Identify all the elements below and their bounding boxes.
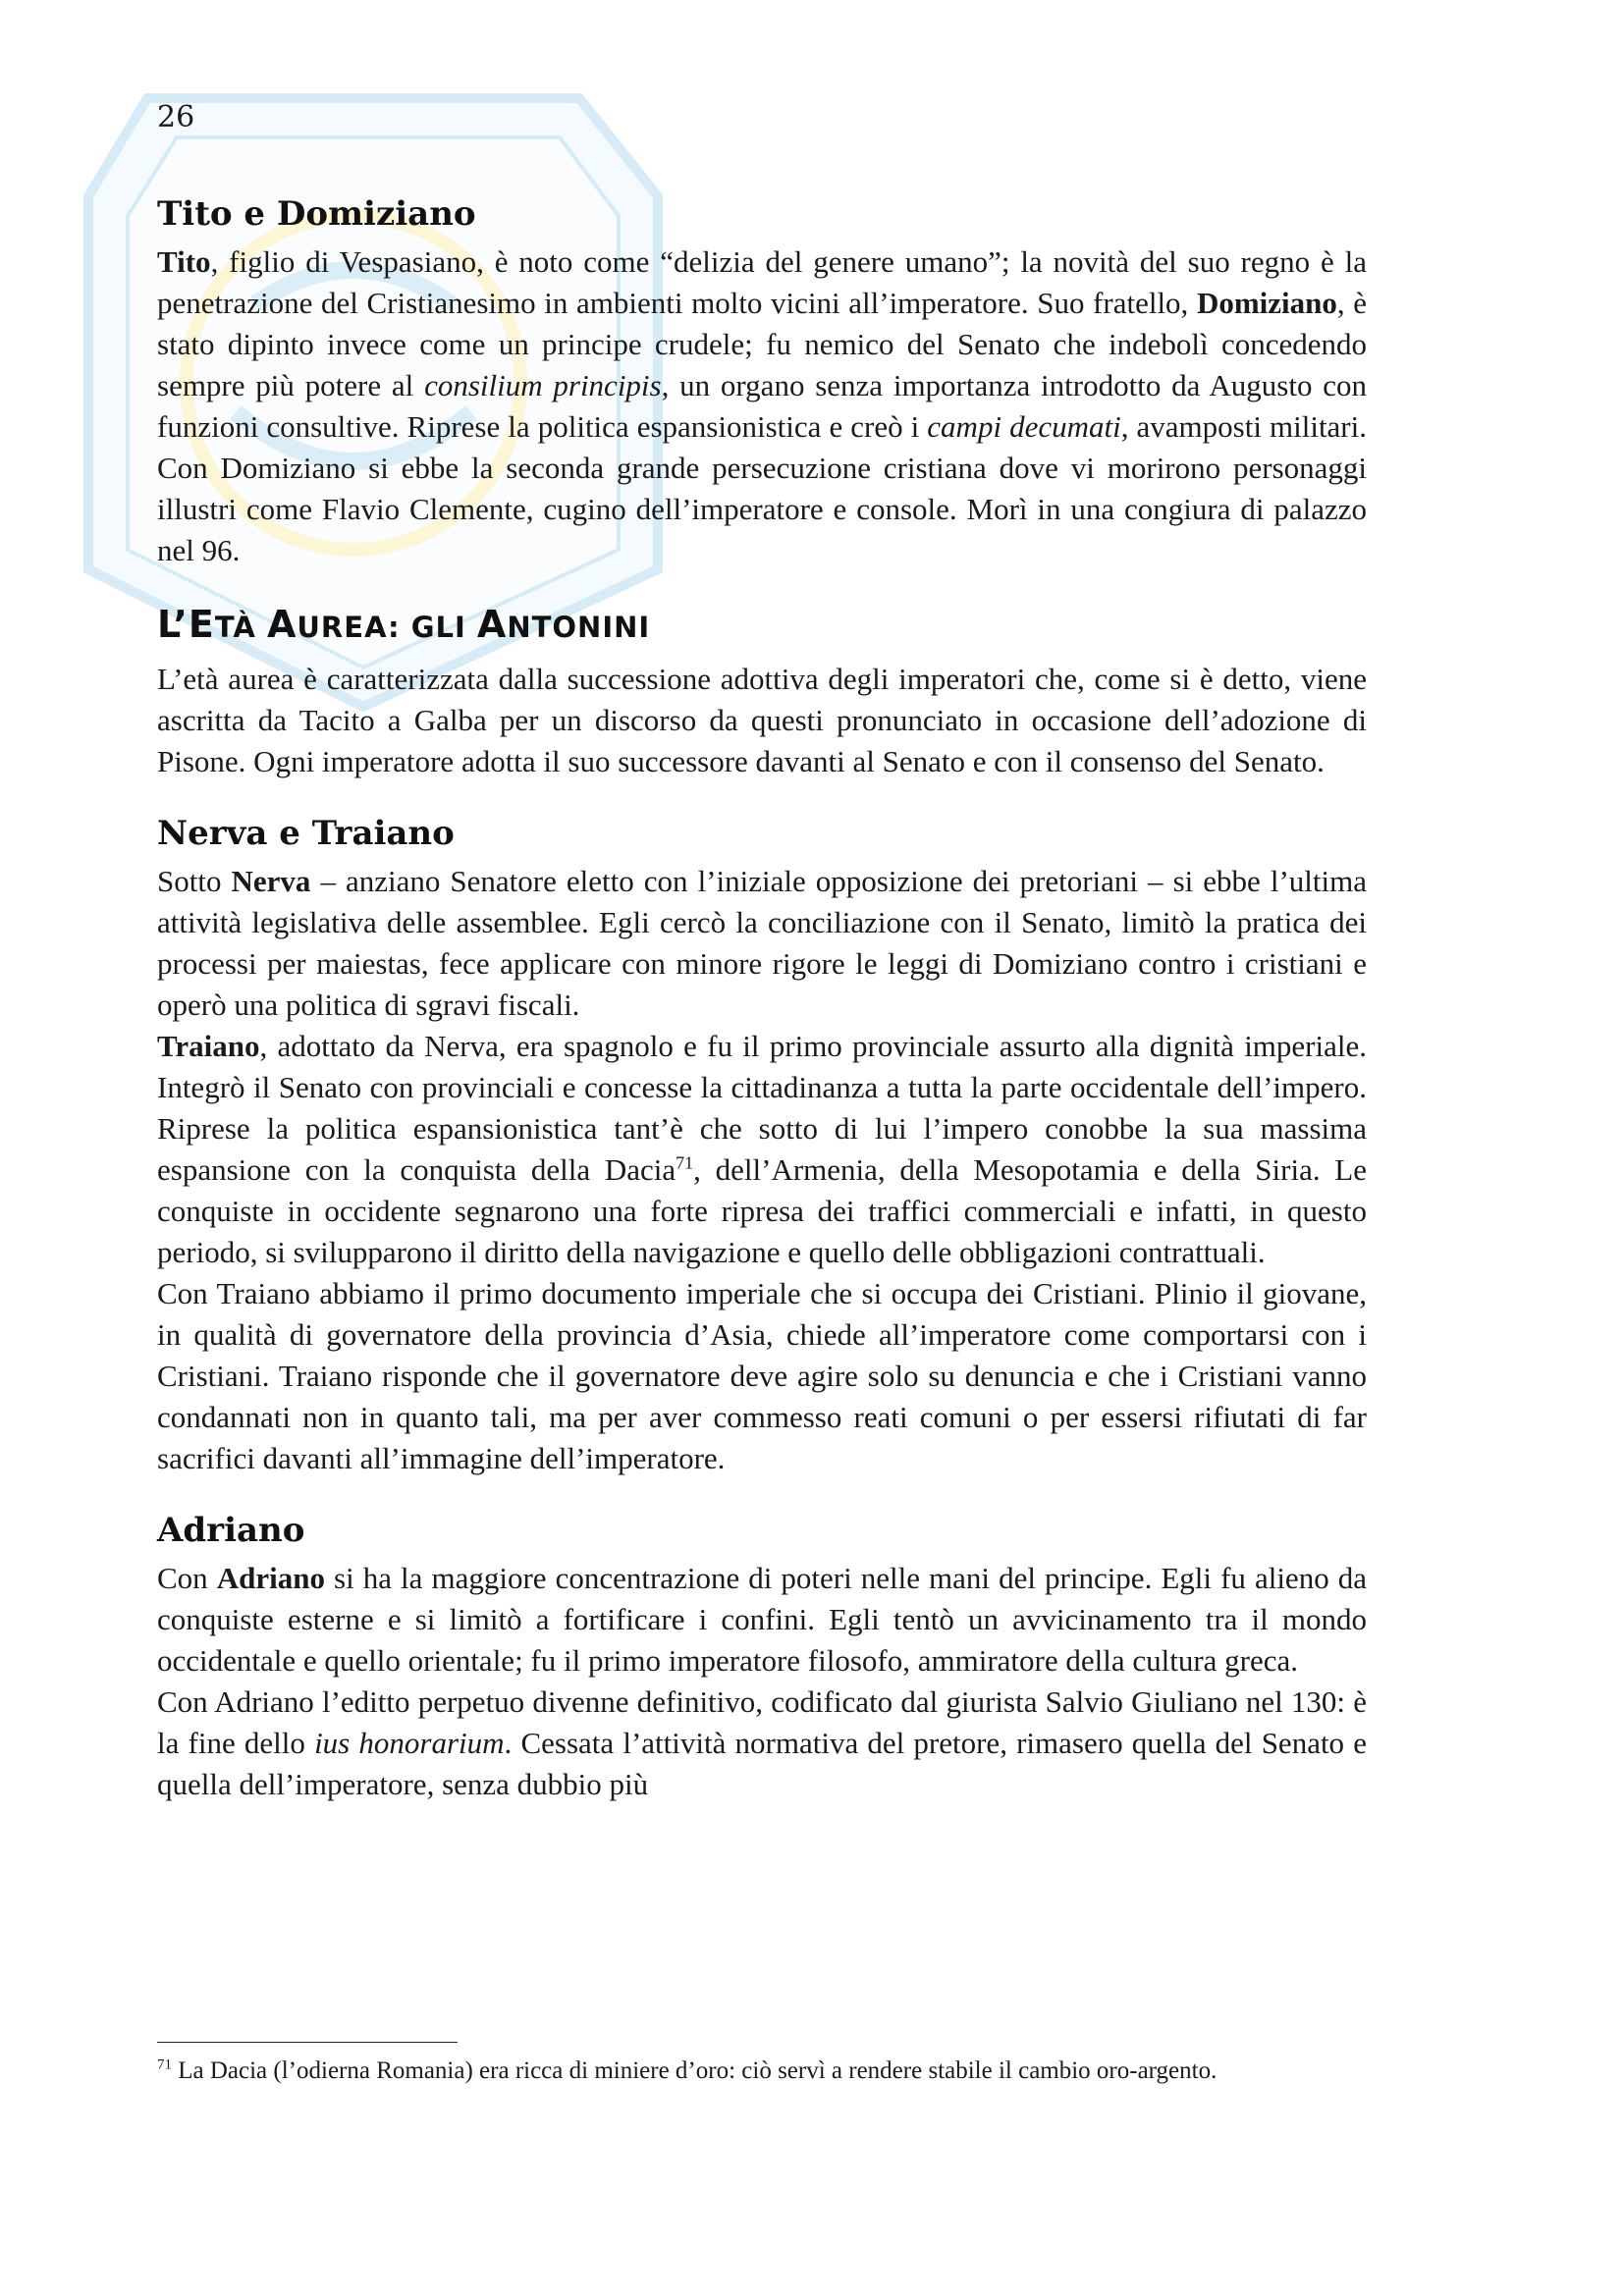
chapter-heading: L’ETÀ AUREA: GLI ANTONINI [157, 603, 651, 646]
bold-term: Nerva [231, 864, 311, 898]
paragraph: Tito, figlio di Vespasiano, è noto come “delizia del genere umano”; la novità del suo regno è la penetrazione del Cristianesimo in ambienti molto vicini all’imperatore. Suo fratello, Domiziano, è stato dipinto invece come un principe crudele; fu nemico del Senato che indebolì concedendo sempre più potere al consilium principis, un organo senza importanza introdotto da Augusto con funzioni consultive. Riprese la politica espansionistica e creò i campi decumati, avamposti militari. Con Domiziano si ebbe la seconda grande persecuzione cristiana dove vi morirono personaggi illustri come Flavio Clemente, cugino dell’imperatore e console. Morì in una congiura di palazzo nel 96. [157, 244, 1368, 567]
italic-term: campi decumati [927, 409, 1121, 444]
italic-term: consilium principis [424, 368, 662, 402]
bold-term: Adriano [216, 1561, 325, 1595]
bold-term: Traiano [157, 1029, 260, 1063]
paragraph: Sotto Nerva – anziano Senatore eletto con l’iniziale opposizione dei pretoriani – si ebbe l’ultima attività legislativa delle assemblee. Egli cercò la conciliazione con il Senato, limitò la pratica dei processi per maiestas, fece applicare con minore rigore le leggi di Domiziano contro i cristiani e operò una politica di sgravi fiscali. [157, 864, 1367, 1022]
page-content [157, 98, 1367, 1805]
paragraph: L’età aurea è caratterizzata dalla successione adottiva degli imperatori che, come si è detto, viene ascritta da Tacito a Galba per un discorso da questi pronunciato in occasione dell’adozione di Pisone. Ogni imperatore adotta il suo successore davanti al Senato e con il consenso del Senato. [157, 662, 1367, 778]
footnote-separator [157, 2042, 458, 2043]
footnote-number: 71 [157, 2056, 172, 2073]
section-heading: Nerva e Traiano [157, 814, 455, 853]
bold-term: Tito [157, 244, 211, 279]
paragraph: Con Adriano si ha la maggiore concentrazione di poteri nelle mani del principe. Egli fu alieno da conquiste esterne e si limitò a fortificare i confini. Egli tentò un avvicinamento tra il mondo occidentale e quello orientale; fu il primo imperatore filosofo, ammiratore della cultura greca. [157, 1561, 1367, 1678]
section-heading: Tito e Domiziano [157, 194, 476, 234]
paragraph: Con Adriano l’editto perpetuo divenne definitivo, codificato dal giurista Salvio Giuliano nel 130: è la fine dello ius honorarium. Cessata l’attività normativa del pretore, rimasero quella del Senato e quella dell’imperatore, senza dubbio più [157, 1684, 1367, 1801]
footnote: $^{71}$ La Dacia (l’odierna Romania) era ricca di miniere d’oro: ciò servì a rendere stabile il cambio oro-argento. [157, 2056, 1217, 2084]
bold-term: Domiziano [1196, 286, 1337, 320]
page-number: 26 [157, 100, 195, 134]
italic-term: ius honorarium [314, 1726, 505, 1760]
footnote-ref: 71 [676, 1152, 694, 1173]
paragraph: Con Traiano abbiamo il primo documento imperiale che si occupa dei Cristiani. Plinio il giovane, in qualità di governatore della provincia d’Asia, chiede all’imperatore come comportarsi con i Cristiani. Traiano risponde che il governatore deve agire solo su denuncia e che i Cristiani vanno condannati non in quanto tali, ma per aver commesso reati comuni o per essersi rifiutati di far sacrifici davanti all’immagine dell’imperatore. [157, 1276, 1367, 1475]
paragraph: Traiano, adottato da Nerva, era spagnolo e fu il primo provinciale assurto alla dignità imperiale. Integrò il Senato con provinciali e concesse la cittadinanza a tutta la parte occidentale dell’impero. Riprese la politica espansionistica tant’è che sotto di lui l’impero conobbe la sua massima espansione con la conquista della Dacia$^{71}$, dell’Armenia, della Mesopotamia e della Siria. Le conquiste in occidente segnarono una forte ripresa dei traffici commerciali e infatti, in questo periodo, si svilupparono il diritto della navigazione e quello delle obbligazioni contrattuali. [157, 1029, 1368, 1269]
section-heading: Adriano [157, 1511, 305, 1550]
